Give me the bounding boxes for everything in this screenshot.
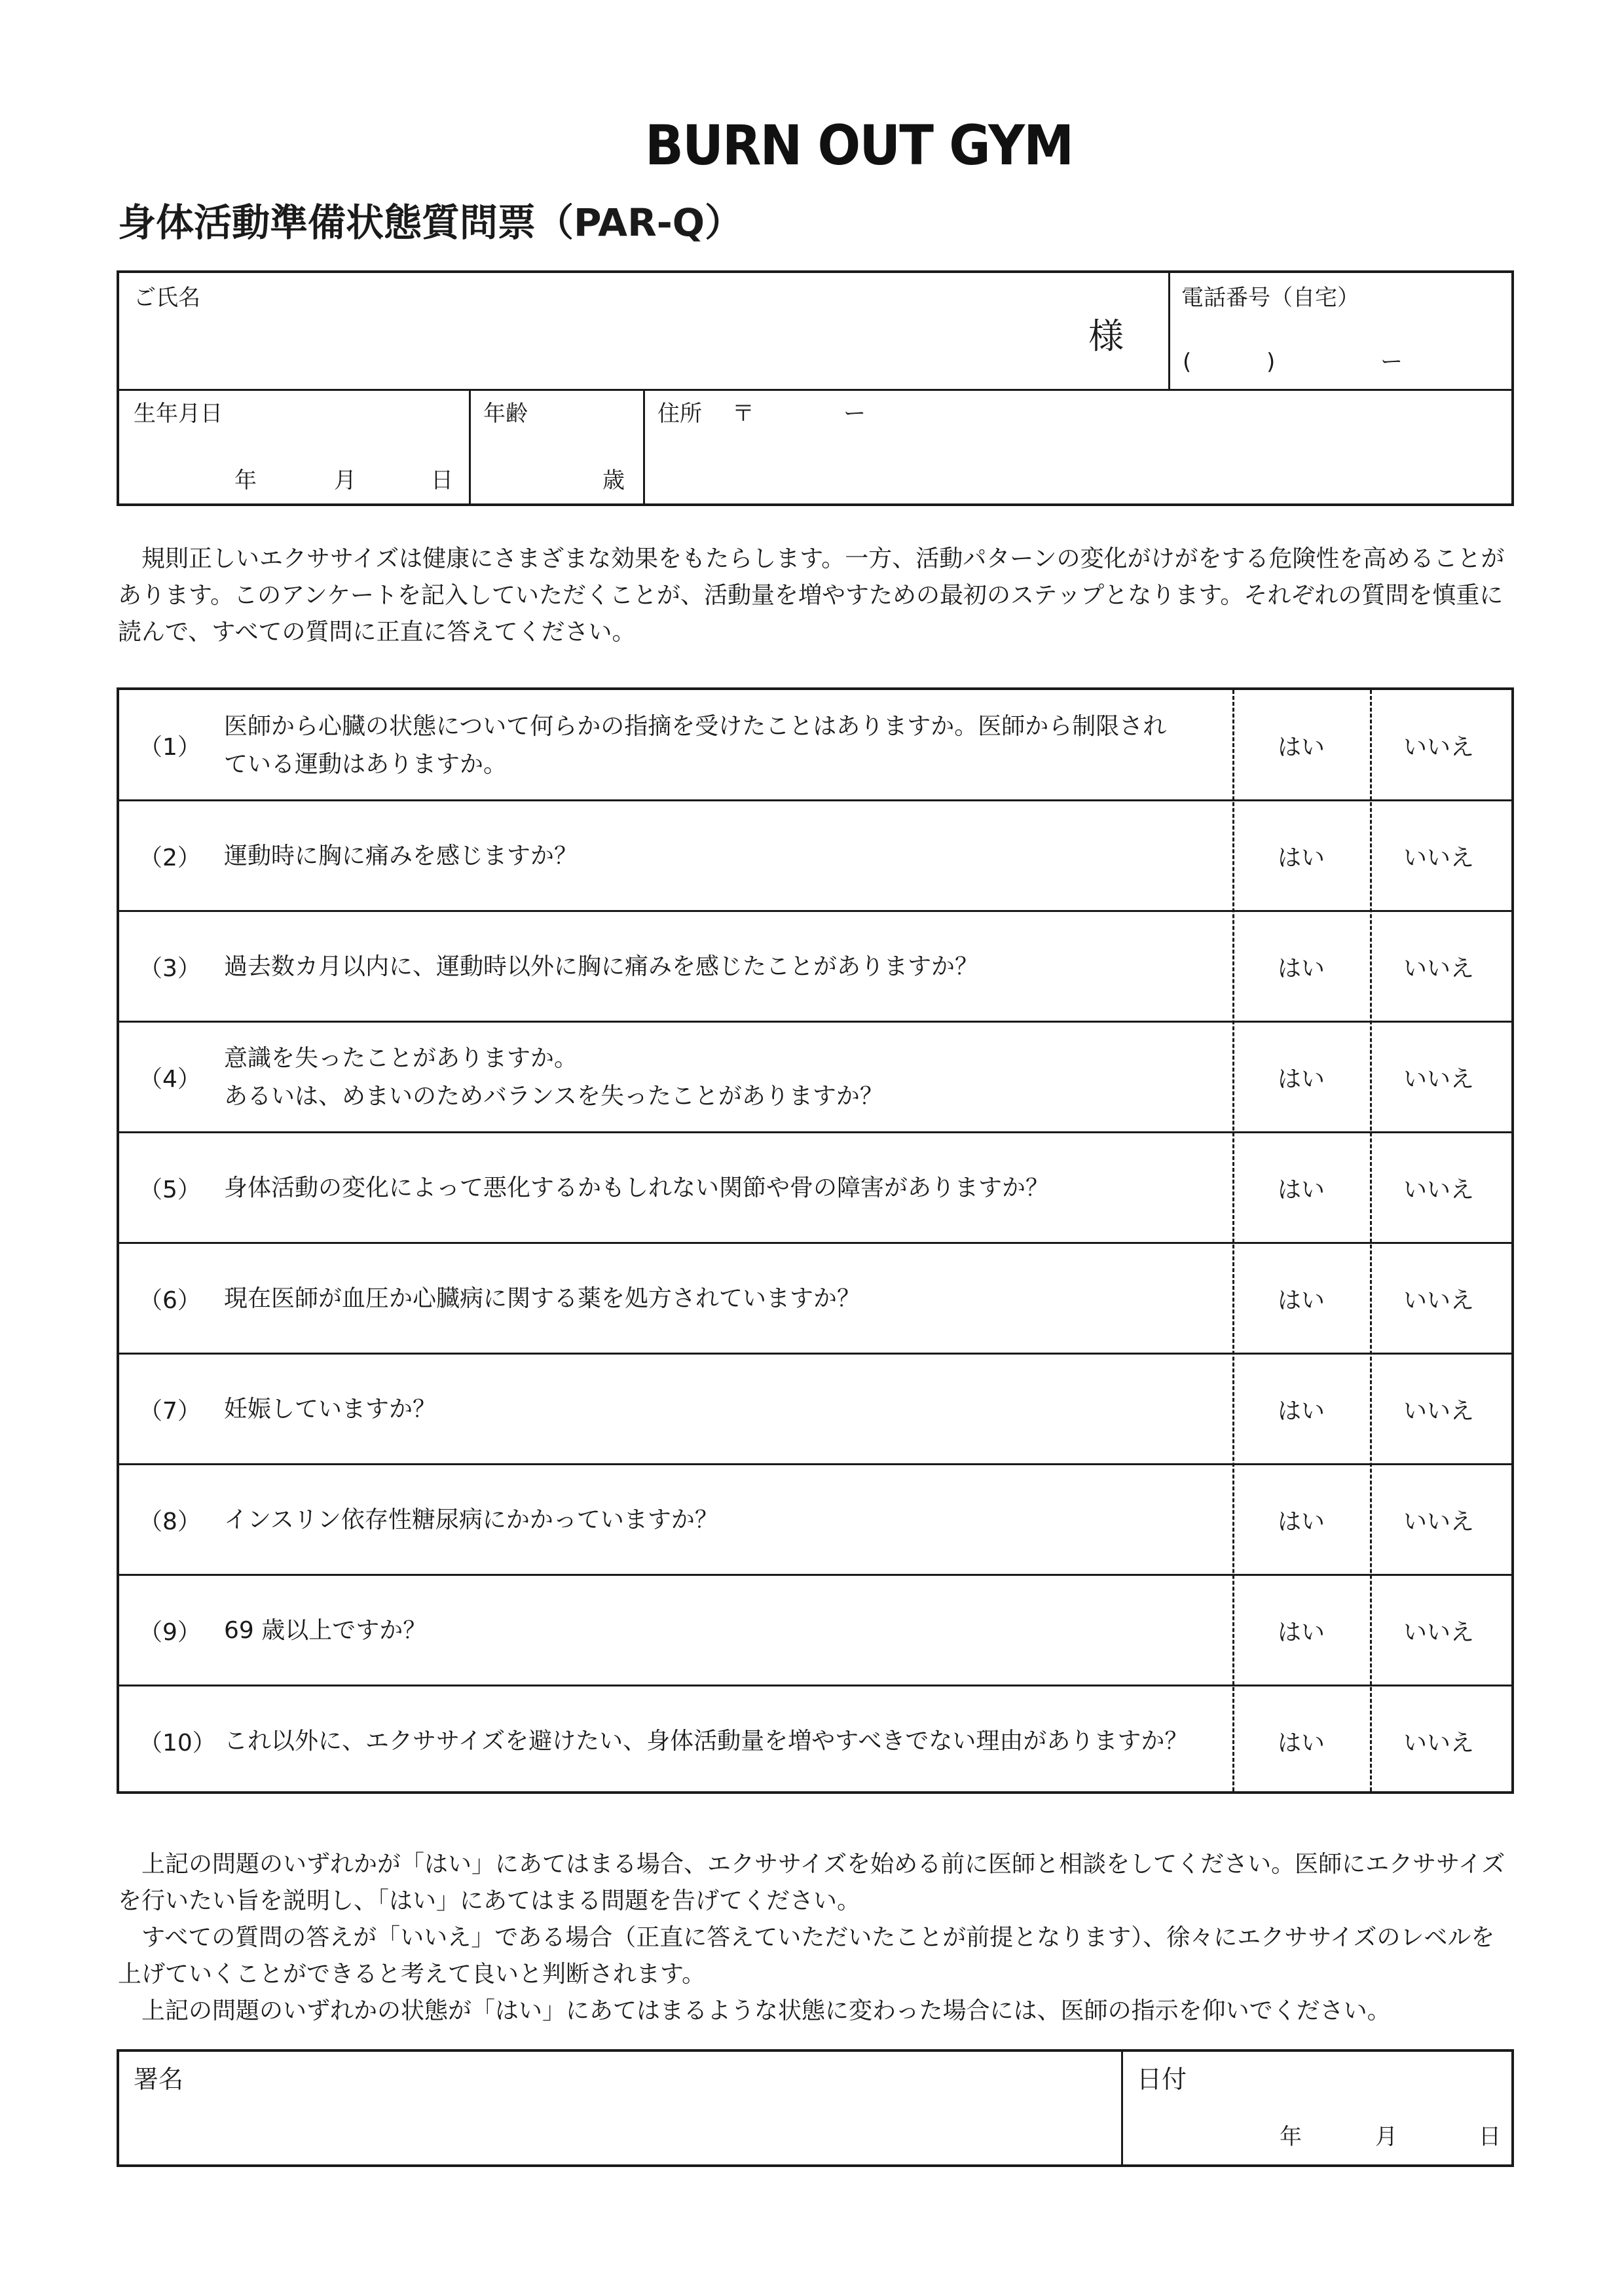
birth-year-unit: 年 — [234, 467, 257, 494]
question-number: （8） — [139, 1508, 201, 1535]
age-field[interactable] — [479, 437, 637, 496]
signature-label: 署名 — [134, 2065, 184, 2094]
phone-field[interactable] — [1180, 338, 1501, 384]
birth-month-unit: 月 — [334, 467, 356, 494]
age-label: 年齢 — [483, 401, 528, 427]
phone-dash: ー — [1380, 349, 1403, 375]
answer-yes[interactable]: はい — [1277, 845, 1325, 871]
phone-paren-close: ) — [1266, 349, 1276, 375]
question-row — [119, 1465, 1511, 1575]
question-number: （2） — [139, 845, 201, 871]
name-label: ご氏名 — [134, 285, 200, 311]
question-text-line: 意識を失ったことがありますか。 — [224, 1044, 578, 1072]
answer-yes[interactable]: はい — [1277, 1176, 1325, 1203]
date-year-unit: 年 — [1280, 2124, 1302, 2150]
answer-no[interactable]: いいえ — [1403, 1287, 1474, 1314]
question-text — [224, 801, 1337, 911]
question-text-line: 現在医師が血圧か心臓病に関する薬を処方されていますか？ — [224, 1285, 861, 1312]
question-row — [119, 911, 1511, 1022]
question-row — [119, 1243, 1511, 1354]
answer-no[interactable]: いいえ — [1403, 1176, 1474, 1203]
address-field[interactable] — [656, 430, 1501, 496]
question-text — [224, 1354, 1337, 1465]
postal-dash: ー — [843, 401, 866, 427]
question-text — [224, 911, 1337, 1022]
question-text-line: インスリン依存性糖尿病にかかっていますか？ — [224, 1506, 718, 1533]
question-row — [119, 1575, 1511, 1686]
question-text-line: ている運動はありますか。 — [224, 750, 507, 778]
answer-yes[interactable]: はい — [1277, 955, 1325, 982]
question-row — [119, 1022, 1511, 1133]
answer-no[interactable]: いいえ — [1403, 845, 1474, 871]
postal-mark: 〒 — [732, 401, 754, 427]
question-text — [224, 1022, 1337, 1133]
answer-yes[interactable]: はい — [1277, 1619, 1325, 1646]
answer-yes[interactable]: はい — [1277, 734, 1325, 761]
date-field[interactable] — [1134, 2104, 1507, 2163]
question-number: （3） — [139, 955, 201, 982]
answer-yes[interactable]: はい — [1277, 1730, 1325, 1757]
phone-paren-open: ( — [1183, 349, 1192, 375]
question-text-line: 妊娠していますか？ — [224, 1395, 437, 1423]
intro-text: 規則正しいエクササイズは健康にさまざまな効果をもたらします。一方、活動パターンの変化がけがをする危険性を高めることがあります。このアンケートを記入していただくことが、活動量を増やすための最初のステップとなります。それぞれの質問を慎重に読んで、すべての質問に正直に答えてください。 — [118, 545, 1505, 646]
question-text — [224, 690, 1337, 801]
note-2: すべての質問の答えが「いいえ」である場合（正直に答えていただいたことが前提となります）、徐々にエクササイズのレベルを上げていくことができると考えて良いと判断されます。 — [118, 1924, 1495, 1988]
answer-no[interactable]: いいえ — [1403, 1508, 1474, 1535]
birthdate-label: 生年月日 — [134, 401, 223, 427]
question-text — [224, 1133, 1337, 1243]
signature-table — [117, 2049, 1514, 2167]
question-row — [119, 690, 1511, 801]
phone-label: 電話番号（自宅） — [1181, 285, 1359, 311]
date-day-unit: 日 — [1479, 2124, 1501, 2150]
question-text-line: これ以外に、エクササイズを避けたい、身体活動量を増やすべきでない理由がありますか？ — [224, 1727, 1189, 1755]
question-number: （1） — [139, 734, 201, 761]
question-row — [119, 1354, 1511, 1465]
name-field[interactable] — [132, 312, 1154, 384]
birthdate-field[interactable] — [132, 437, 460, 496]
answer-yes[interactable]: はい — [1277, 1398, 1325, 1425]
question-text — [224, 1686, 1337, 1796]
question-text-line: 医師から心臓の状態について何らかの指摘を受けたことはありますか。医師から制限され — [224, 712, 1167, 740]
question-number: （4） — [139, 1066, 201, 1093]
age-unit: 歳 — [602, 467, 625, 494]
signature-field[interactable] — [132, 2098, 1108, 2163]
date-month-unit: 月 — [1375, 2124, 1397, 2150]
questions-table — [117, 687, 1514, 1794]
question-row — [119, 1133, 1511, 1243]
answer-yes[interactable]: はい — [1277, 1066, 1325, 1093]
question-number: （10） — [139, 1730, 216, 1757]
birth-day-unit: 日 — [431, 467, 453, 494]
question-text-line: 身体活動の変化によって悪化するかもしれない関節や骨の障害がありますか？ — [224, 1174, 1050, 1201]
page-title: 身体活動準備状態質問票（PAR-Q） — [118, 200, 743, 245]
answer-no[interactable]: いいえ — [1403, 1730, 1474, 1757]
answer-no[interactable]: いいえ — [1403, 1619, 1474, 1646]
intro-paragraph — [118, 541, 1506, 651]
question-number: （6） — [139, 1287, 201, 1314]
question-number: （9） — [139, 1619, 201, 1646]
note-3: 上記の問題のいずれかの状態が「はい」にあてはまるような状態に変わった場合には、医師の指示を仰いでください。 — [141, 1997, 1391, 2024]
answer-no[interactable]: いいえ — [1403, 734, 1474, 761]
answer-yes[interactable]: はい — [1277, 1508, 1325, 1535]
answer-yes[interactable]: はい — [1277, 1287, 1325, 1314]
question-text-line: 過去数カ月以内に、運動時以外に胸に痛みを感じたことがありますか？ — [224, 953, 979, 980]
question-row — [119, 801, 1511, 911]
answer-no[interactable]: いいえ — [1403, 955, 1474, 982]
answer-no[interactable]: いいえ — [1403, 1398, 1474, 1425]
address-label: 住所 — [657, 401, 702, 427]
personal-info-table — [117, 270, 1514, 506]
date-label: 日付 — [1137, 2065, 1187, 2094]
question-text-line: あるいは、めまいのためバランスを失ったことがありますか？ — [224, 1082, 883, 1110]
notes-section — [118, 1846, 1506, 2030]
question-text — [224, 1243, 1337, 1354]
question-text-line: 69 歳以上ですか？ — [224, 1616, 427, 1644]
question-number: （7） — [139, 1398, 201, 1425]
question-row — [119, 1686, 1511, 1796]
gym-logo — [645, 113, 1073, 177]
note-1: 上記の問題のいずれかが「はい」にあてはまる場合、エクササイズを始める前に医師と相談をしてください。医師にエクササイズを行いたい旨を説明し、「はい」にあてはまる問題を告げてください。 — [118, 1851, 1505, 1914]
logo-text: BURN OUT GYM — [645, 113, 1073, 177]
name-suffix: 様 — [1088, 316, 1124, 357]
question-text — [224, 1575, 1337, 1686]
question-number: （5） — [139, 1176, 201, 1203]
answer-no[interactable]: いいえ — [1403, 1066, 1474, 1093]
question-text — [224, 1465, 1337, 1575]
question-text-line: 運動時に胸に痛みを感じますか？ — [224, 842, 578, 869]
